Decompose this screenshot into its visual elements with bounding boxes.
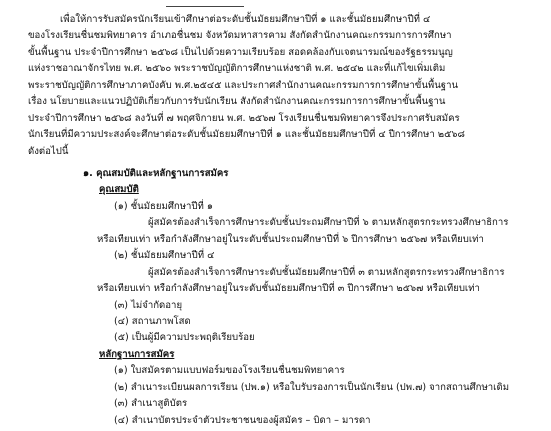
qual-item-1: (๑) ชั้นมัธยมศึกษาปีที่ ๑: [114, 200, 213, 212]
evidence-item-4: (๔) สำเนาบัตรประจำตัวประชาชนของผู้สมัคร – บิดา – มารดา: [114, 414, 371, 426]
section-heading: ๑. คุณสมบัติและหลักฐานการสมัคร: [83, 168, 229, 179]
evidence-item-1: (๑) ใบสมัครตามแบบฟอร์มของโรงเรียนชื่นชมพิทยาคาร: [114, 365, 345, 377]
evidence-heading: หลักฐานการสมัคร: [99, 348, 175, 360]
intro-line-7: ประจำปีการศึกษา ๒๕๖๘ ลงวันที่ ๗ พฤศจิกายน พ.ศ. ๒๕๖๗ โรงเรียนชื่นชมพิทยาคารจึงประกาศรับสมัคร: [28, 112, 460, 124]
top-divider: [166, 6, 244, 7]
intro-line-1: เพื่อให้การรับสมัครนักเรียนเข้าศึกษาต่อระดับชั้นมัธยมศึกษาปีที่ ๑ และชั้นมัธยมศึกษาปีที่ ๔: [60, 14, 431, 25]
qual-item-1-line-2: หรือเทียบเท่า หรือกำลังศึกษาอยู่ในระดับชั้นประถมศึกษาปีที่ ๖ ปีการศึกษา ๒๕๖๗ หรือเทียบเท่า: [97, 233, 484, 245]
qualifications-heading: คุณสมบัติ: [99, 184, 139, 196]
qual-item-1-line-1: ผู้สมัครต้องสำเร็จการศึกษาระดับชั้นประถมศึกษาปีที่ ๖ ตามหลักสูตรกระทรวงศึกษาธิการ: [148, 217, 509, 229]
qual-item-2: (๒) ชั้นมัธยมศึกษาปีที่ ๔: [114, 250, 215, 262]
intro-line-6: เรื่อง นโยบายและแนวปฏิบัติเกี่ยวกับการรับนักเรียน สังกัดสำนักงานคณะกรรมการการศึกษาขั้นพื้นฐาน: [28, 96, 446, 108]
qual-item-4: (๔) สถานภาพโสด: [114, 315, 191, 327]
evidence-item-3: (๓) สำเนาสูติบัตร: [114, 398, 188, 410]
qual-item-2-line-1: ผู้สมัครต้องสำเร็จการศึกษาระดับชั้นมัธยมศึกษาปีที่ ๓ ตามหลักสูตรกระทรวงศึกษาธิการ: [148, 266, 505, 278]
qual-item-3: (๓) ไม่จำกัดอายุ: [114, 299, 183, 311]
evidence-item-2: (๒) สำเนาระเบียนผลการเรียน (ปพ.๑) หรือใบรับรองการเป็นนักเรียน (ปพ.๗) จากสถานศึกษาเดิม: [114, 381, 510, 393]
intro-line-2: ของโรงเรียนชื่นชมพิทยาคาร อำเภอชื่นชม จังหวัดมหาสารคาม สังกัดสำนักงานคณะกรรมการการศึกษา: [28, 30, 452, 42]
qual-item-2-line-2: หรือเทียบเท่า หรือกำลังศึกษาอยู่ในระดับชั้นมัธยมศึกษาปีที่ ๓ ปีการศึกษา ๒๕๖๗ หรือเทียบเท่า: [97, 283, 480, 294]
intro-line-4: แห่งราชอาณาจักรไทย พ.ศ. ๒๕๖๐ พระราชบัญญัติการศึกษาแห่งชาติ พ.ศ. ๒๕๔๒ และที่แก้ไขเพิ่มเติม: [28, 63, 446, 75]
intro-line-8: นักเรียนที่มีความประสงค์จะศึกษาต่อระดับชั้นมัธยมศึกษาปีที่ ๑ และชั้นมัธยมศึกษาปีที่ ๔ ปีการศึกษา ๒๕๖๘: [28, 129, 465, 141]
intro-line-9: ดังต่อไปนี้: [28, 145, 69, 157]
qual-item-5: (๕) เป็นผู้มีความประพฤติเรียบร้อย: [114, 332, 255, 344]
intro-line-5: พระราชบัญญัติการศึกษาภาคบังคับ พ.ศ.๒๕๔๕ และประกาศสำนักงานคณะกรรมการการศึกษาขั้นพื้นฐาน: [28, 79, 459, 91]
intro-line-3: ขั้นพื้นฐาน ประจำปีการศึกษา ๒๕๖๘ เป็นไปด้วยความเรียบร้อย สอดคล้องกับเจตนารมณ์ของรัฐธรรมนูญ: [28, 46, 453, 58]
